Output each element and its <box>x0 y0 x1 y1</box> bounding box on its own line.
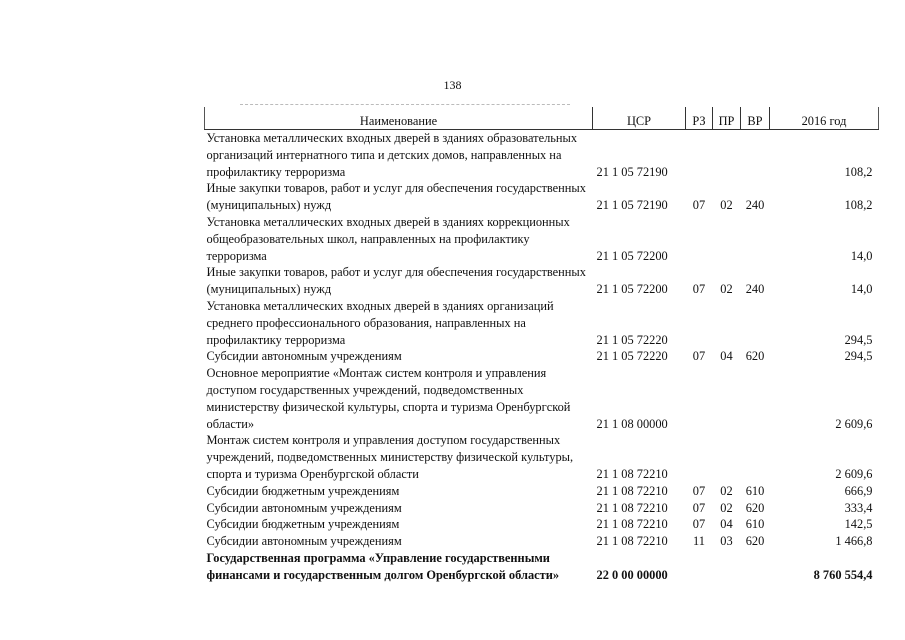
table-row <box>205 483 879 500</box>
row-sum-2016: 14,0 <box>850 282 873 297</box>
header-name: Наименование <box>205 107 593 130</box>
row-name: Иные закупки товаров, работ и услуг для обеспечения государственных (муниципальных) нужд <box>206 181 586 213</box>
row-vr-code <box>741 298 770 348</box>
header-sum-2016: 2016 год <box>770 107 879 130</box>
row-rz-code: 07 <box>692 198 706 213</box>
row-name: Субсидии бюджетным учреждениям <box>206 517 400 532</box>
row-sum-2016: 333,4 <box>844 500 873 515</box>
row-pr-code: 04 <box>720 349 733 364</box>
row-sum-2016: 1 466,8 <box>835 534 873 549</box>
row-pr-code <box>713 365 741 432</box>
row-name: Установка металлических входных дверей в зданиях коррекционных общеобразовательных школ, направленных на профилактику терроризма <box>206 214 570 263</box>
row-sum-2016: 294,5 <box>844 332 873 347</box>
row-rz-code <box>686 298 713 348</box>
header-scan-artifact <box>240 104 570 105</box>
row-sum-2016: 14,0 <box>850 248 873 263</box>
row-name: Установка металлических входных дверей в зданиях образовательных организаций интернатного типа и детских домов, направленных на профилактику терроризма <box>206 131 578 179</box>
row-name: Субсидии автономным учреждениям <box>206 534 402 549</box>
row-pr-code: 02 <box>720 500 733 515</box>
row-vr-code: 620 <box>745 500 765 515</box>
row-vr-code: 620 <box>745 534 765 549</box>
table-row <box>205 180 879 214</box>
row-pr-code: 02 <box>720 198 733 213</box>
row-name: Субсидии автономным учреждениям <box>206 349 402 364</box>
budget-table-container <box>204 107 878 584</box>
row-rz-code: 07 <box>692 483 706 498</box>
row-rz-code: 07 <box>692 500 706 515</box>
row-csr-code: 21 1 08 72210 <box>596 483 668 498</box>
row-pr-code <box>713 432 741 482</box>
table-row <box>205 516 879 533</box>
row-rz-code: 07 <box>692 349 706 364</box>
header-pr: ПР <box>713 107 741 130</box>
row-vr-code <box>741 550 770 584</box>
row-rz-code <box>686 214 713 264</box>
row-name: Субсидии автономным учреждениям <box>206 500 402 515</box>
table-row <box>205 298 879 348</box>
row-pr-code: 02 <box>720 282 733 297</box>
row-csr-code: 21 1 05 72190 <box>596 198 668 213</box>
table-row <box>205 214 879 264</box>
row-rz-code <box>686 365 713 432</box>
row-name: Установка металлических входных дверей в зданиях организаций среднего профессионального образования, направленных на профилактику терроризма <box>206 298 554 347</box>
page-number: 138 <box>443 78 462 92</box>
row-pr-code: 02 <box>720 483 733 498</box>
row-csr-code: 21 1 05 72190 <box>596 164 668 179</box>
row-vr-code: 610 <box>745 483 765 498</box>
row-name: Основное мероприятие «Монтаж систем контроля и управления доступом государственных учреждений, подведомственных министерству физической культуры, спорта и туризма Оренбургской области» <box>206 366 571 431</box>
row-csr-code: 21 1 08 72210 <box>596 500 668 515</box>
row-vr-code: 610 <box>745 517 765 532</box>
row-csr-code: 21 1 08 72210 <box>596 534 668 549</box>
row-rz-code: 07 <box>692 517 706 532</box>
row-sum-2016: 108,2 <box>844 164 873 179</box>
table-row <box>205 533 879 550</box>
header-rz: РЗ <box>686 107 713 130</box>
row-name: Монтаж систем контроля и управления доступом государственных учреждений, подведомственных министерству физической культуры, спорта и туризма Оренбургской области <box>206 433 574 481</box>
row-sum-2016: 8 760 554,4 <box>813 567 873 582</box>
table-row <box>205 432 879 482</box>
row-csr-code: 21 1 08 00000 <box>596 416 668 431</box>
budget-table <box>204 107 879 584</box>
table-row <box>205 500 879 517</box>
row-pr-code: 03 <box>720 534 733 549</box>
row-csr-code: 22 0 00 00000 <box>596 567 668 582</box>
row-sum-2016: 2 609,6 <box>835 466 873 481</box>
row-vr-code <box>741 432 770 482</box>
row-pr-code <box>713 214 741 264</box>
row-sum-2016: 666,9 <box>844 483 873 498</box>
row-rz-code <box>686 432 713 482</box>
table-row <box>205 264 879 298</box>
row-csr-code: 21 1 08 72210 <box>596 517 668 532</box>
row-vr-code <box>741 365 770 432</box>
row-csr-code: 21 1 05 72200 <box>596 248 668 263</box>
row-pr-code: 04 <box>720 517 733 532</box>
row-name: Субсидии бюджетным учреждениям <box>206 483 400 498</box>
row-rz-code: 07 <box>692 282 706 297</box>
table-header-row <box>205 107 879 130</box>
row-rz-code: 11 <box>693 534 705 549</box>
table-row <box>205 550 879 584</box>
table-body <box>205 130 879 584</box>
row-vr-code <box>741 214 770 264</box>
row-csr-code: 21 1 05 72220 <box>596 332 668 347</box>
table-row <box>205 365 879 432</box>
row-csr-code: 21 1 05 72200 <box>596 282 668 297</box>
row-sum-2016: 142,5 <box>844 517 873 532</box>
row-pr-code <box>713 298 741 348</box>
row-pr-code <box>713 550 741 584</box>
row-rz-code <box>686 130 713 181</box>
row-sum-2016: 2 609,6 <box>835 416 873 431</box>
row-vr-code <box>741 130 770 181</box>
row-csr-code: 21 1 08 72210 <box>596 466 668 481</box>
row-csr-code: 21 1 05 72220 <box>596 349 668 364</box>
header-csr: ЦСР <box>593 107 686 130</box>
row-sum-2016: 294,5 <box>844 349 873 364</box>
row-vr-code: 620 <box>745 349 765 364</box>
table-row <box>205 130 879 181</box>
row-vr-code: 240 <box>745 198 765 213</box>
header-vr: ВР <box>741 107 770 130</box>
row-name: Государственная программа «Управление государственными финансами и государственным долгом Оренбургской области» <box>206 550 560 582</box>
row-vr-code: 240 <box>745 282 765 297</box>
table-row <box>205 348 879 365</box>
row-sum-2016: 108,2 <box>844 198 873 213</box>
row-name: Иные закупки товаров, работ и услуг для обеспечения государственных (муниципальных) нужд <box>206 265 586 297</box>
row-rz-code <box>686 550 713 584</box>
row-pr-code <box>713 130 741 181</box>
